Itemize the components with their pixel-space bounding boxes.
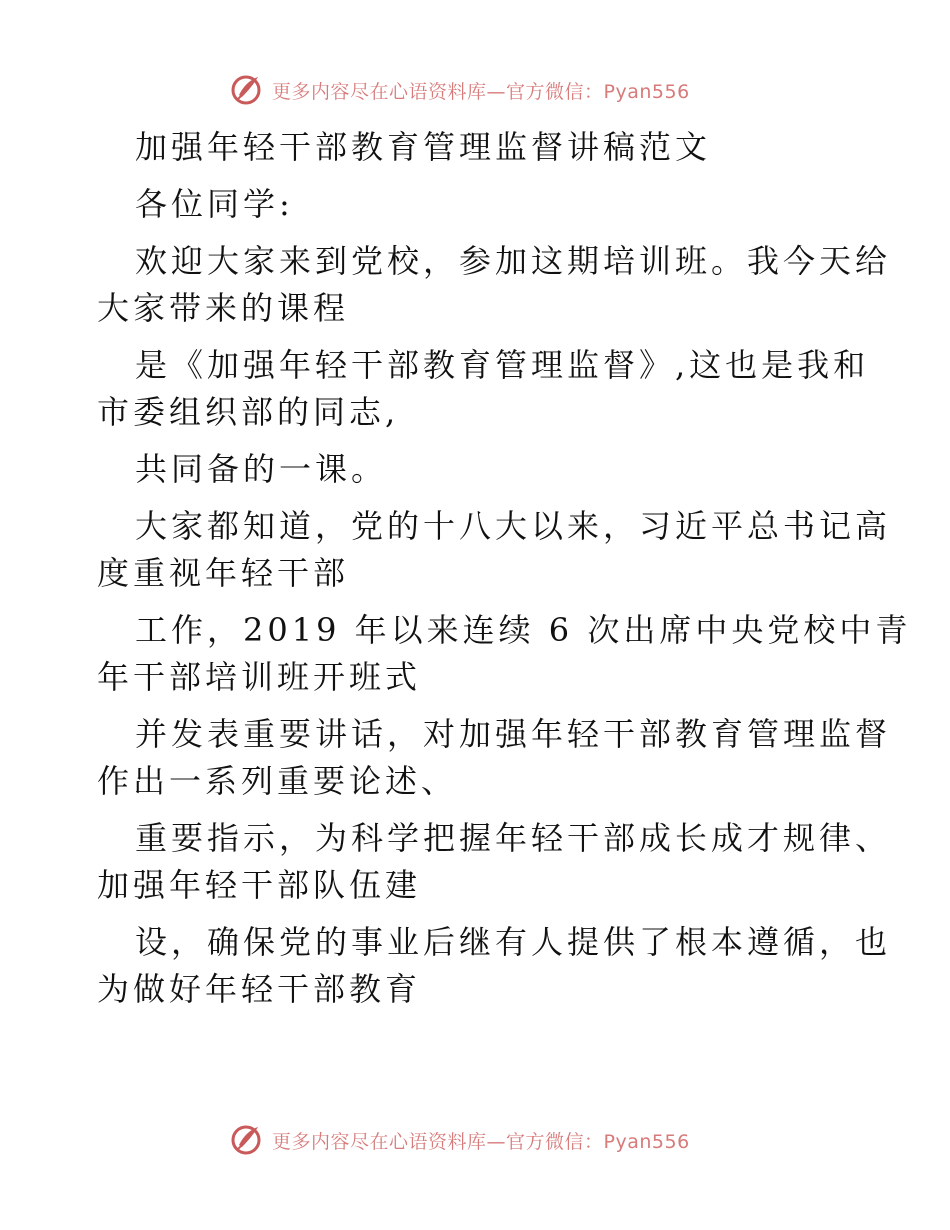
text-line: 并发表重要讲话，对加强年轻干部教育管理监督: [135, 715, 892, 753]
text-line: 欢迎大家来到党校，参加这期培训班。我今天给: [135, 242, 892, 280]
text-line: 是《加强年轻干部教育管理监督》,这也是我和: [135, 346, 870, 384]
document-title: 加强年轻干部教育管理监督讲稿范文: [135, 128, 712, 166]
text-line: 作出一系列重要论述、: [97, 762, 458, 800]
book-feather-logo-icon: [230, 1123, 266, 1157]
header-watermark: [230, 73, 690, 107]
paragraph-lines: [97, 238, 912, 1013]
text-line: 大家都知道，党的十八大以来，习近平总书记高: [135, 507, 892, 545]
footer-watermark: [230, 1123, 690, 1157]
text-line: 重要指示，为科学把握年轻干部成长成才规律、: [135, 819, 892, 857]
watermark-text: 更多内容尽在心语资料库—官方微信：Pyan556: [272, 1130, 690, 1153]
text-line: 设，确保党的事业后继有人提供了根本遵循，也: [135, 923, 892, 961]
watermark-text: 更多内容尽在心语资料库—官方微信：Pyan556: [272, 80, 690, 103]
text-line: 度重视年轻干部: [97, 554, 350, 592]
text-line: 加强年轻干部队伍建: [97, 866, 422, 904]
text-line: 年干部培训班开班式: [97, 658, 422, 696]
document-body: [97, 124, 912, 1013]
greeting: 各位同学:: [135, 185, 294, 223]
text-line: 市委组织部的同志,: [97, 393, 400, 431]
text-line: 为做好年轻干部教育: [97, 970, 422, 1008]
text-line: 共同备的一课。: [135, 450, 388, 488]
book-feather-logo-icon: [230, 73, 266, 107]
text-line: 大家带来的课程: [97, 289, 350, 327]
text-line: 工作，2019 年以来连续 6 次出席中央党校中青: [135, 611, 912, 649]
